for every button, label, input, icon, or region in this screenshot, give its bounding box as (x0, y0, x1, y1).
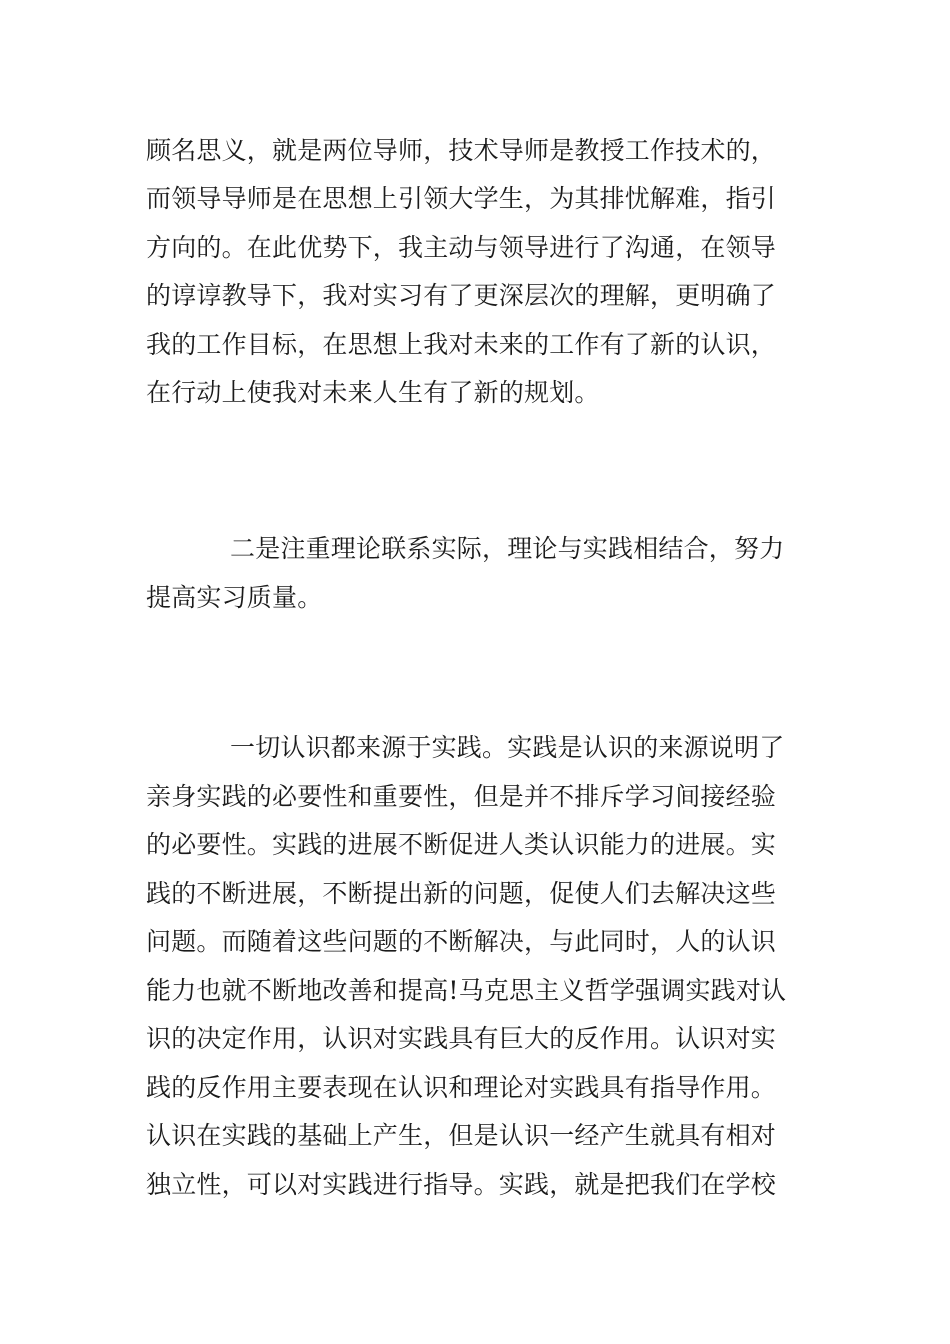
paragraph-2-line-1: 二是注重理论联系实际，理论与实践相结合，努力 (230, 534, 785, 563)
paragraph-1-line-4: 的谆谆教导下，我对实习有了更深层次的理解，更明确了 (146, 281, 777, 310)
paragraph-3-line-4: 践的不断进展，不断提出新的问题，促使人们去解决这些 (146, 879, 777, 908)
paragraph-3-line-1: 一切认识都来源于实践。实践是认识的来源说明了 (230, 733, 785, 762)
paragraph-3-line-9: 认识在实践的基础上产生，但是认识一经产生就具有相对 (146, 1121, 777, 1150)
paragraph-3-line-10: 独立性，可以对实践进行指导。实践，就是把我们在学校 (146, 1170, 777, 1199)
paragraph-1-line-1: 顾名思义，就是两位导师，技术导师是教授工作技术的， (146, 136, 777, 165)
paragraph-3-line-3: 的必要性。实践的进展不断促进人类认识能力的进展。实 (146, 830, 777, 859)
paragraph-1-line-2: 而领导导师是在思想上引领大学生，为其排忧解难，指引 (146, 184, 777, 213)
paragraph-3-line-8: 践的反作用主要表现在认识和理论对实践具有指导作用。 (146, 1073, 777, 1102)
paragraph-1-line-6: 在行动上使我对未来人生有了新的规划。 (146, 378, 600, 407)
paragraph-3-line-2: 亲身实践的必要性和重要性，但是并不排斥学习间接经验 (146, 782, 777, 811)
paragraph-1-line-3: 方向的。在此优势下，我主动与领导进行了沟通，在领导 (146, 233, 777, 262)
paragraph-3-line-6: 能力也就不断地改善和提高!马克思主义哲学强调实践对认 (146, 976, 787, 1005)
paragraph-2-line-2: 提高实习质量。 (146, 583, 323, 612)
paragraph-3-line-7: 识的决定作用，认识对实践具有巨大的反作用。认识对实 (146, 1024, 777, 1053)
paragraph-1-line-5: 我的工作目标，在思想上我对未来的工作有了新的认识， (146, 330, 777, 359)
paragraph-3-line-5: 问题。而随着这些问题的不断解决，与此同时，人的认识 (146, 927, 777, 956)
